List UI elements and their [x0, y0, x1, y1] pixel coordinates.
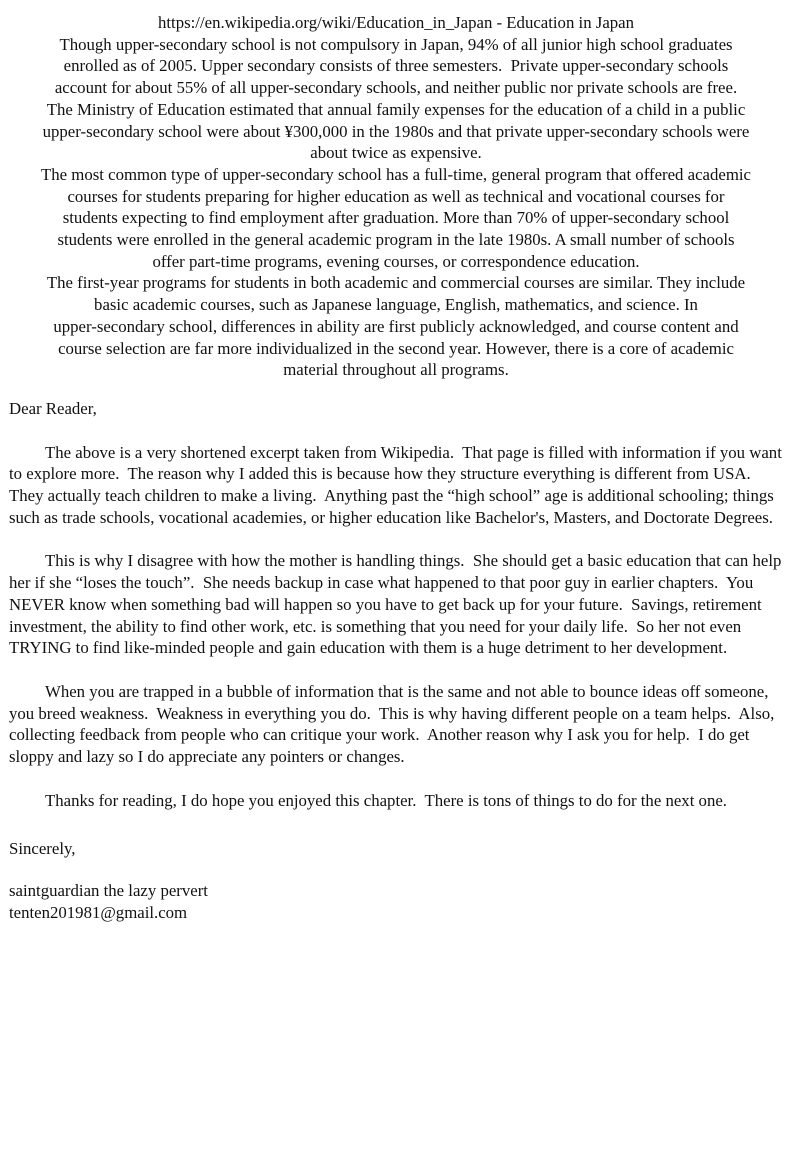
wiki-line: course selection are far more individualized in the second year. However, there is a core of academic: [58, 338, 734, 358]
wiki-line: about twice as expensive.: [310, 143, 482, 163]
letter-closing: Sincerely,: [9, 838, 76, 858]
wiki-paragraph: [9, 34, 783, 164]
wiki-line: basic academic courses, such as Japanese language, English, mathematics, and science. In: [94, 295, 698, 315]
wiki-excerpt-block: [9, 12, 783, 381]
letter-section: [9, 398, 787, 924]
letter-paragraph: Thanks for reading, I do hope you enjoyed this chapter. There is tons of things to do for the next one.: [45, 790, 727, 810]
wiki-paragraph: [9, 272, 783, 381]
wiki-line: Though upper-secondary school is not compulsory in Japan, 94% of all junior high school graduates: [59, 34, 733, 54]
wiki-line: offer part-time programs, evening courses, or correspondence education.: [152, 251, 640, 271]
wiki-paragraph: [9, 164, 783, 273]
signature-block: [9, 880, 783, 923]
wiki-line: students expecting to find employment after graduation. More than 70% of upper-secondary school: [62, 208, 730, 228]
wiki-line: The Ministry of Education estimated that annual family expenses for the education of a child in a public: [46, 99, 746, 119]
wiki-line: upper-secondary school, differences in ability are first publicly acknowledged, and course content and: [53, 316, 739, 336]
wiki-source-url-line: https://en.wikipedia.org/wiki/Education_in_Japan - Education in Japan: [158, 13, 634, 32]
letter-paragraph: This is why I disagree with how the mother is handling things. She should get a basic education that can help her if she “loses the touch”. She needs backup in case what happened to that poor guy in earlier chapters. You NEVER know when something bad will happen so you have to get back up for your future. Savings, retirement investment, the ability to find other work, etc. is something that you need for your daily life. So her not even TRYING to find like-minded people and gain education with them is a huge detriment to her development.: [9, 551, 786, 658]
wiki-line: material throughout all programs.: [283, 360, 509, 380]
signature-email: tenten201981@gmail.com: [9, 902, 188, 922]
wiki-excerpt-lines: [9, 34, 783, 381]
wiki-line: courses for students preparing for higher education as well as technical and vocational courses for: [67, 186, 725, 206]
letter-paragraph: The above is a very shortened excerpt taken from Wikipedia. That page is filled with information if you want to explore more. The reason why I added this is because how they structure everything is different from USA. They actually teach children to make a living. Anything past the “high school” age is additional schooling; things such as trade schools, vocational academies, or higher education like Bachelor's, Masters, and Doctorate Degrees.: [9, 442, 787, 527]
wiki-line: students were enrolled in the general academic program in the late 1980s. A small number of schools: [57, 230, 735, 250]
wiki-line: upper-secondary school were about ¥300,000 in the 1980s and that private upper-secondary schools were: [42, 121, 750, 141]
wiki-line: enrolled as of 2005. Upper secondary consists of three semesters. Private upper-secondary schools: [63, 56, 729, 76]
letter-salutation: Dear Reader,: [9, 398, 97, 418]
wiki-line: The first-year programs for students in both academic and commercial courses are similar. They include: [46, 273, 746, 293]
letter-paragraph: When you are trapped in a bubble of information that is the same and not able to bounce ideas off someone, you breed weakness. Weakness in everything you do. This is why having different people on a team helps. Also, collecting feedback from people who can critique your work. Another reason why I ask you for help. I do get sloppy and lazy so I do appreciate any pointers or changes.: [9, 681, 779, 767]
letter-paragraphs: [9, 442, 787, 812]
wiki-line: The most common type of upper-secondary school has a full-time, general program that offered academic: [41, 164, 751, 184]
wiki-line: account for about 55% of all upper-secondary schools, and neither public nor private schools are free.: [54, 78, 738, 98]
signature-name: saintguardian the lazy pervert: [9, 881, 208, 901]
